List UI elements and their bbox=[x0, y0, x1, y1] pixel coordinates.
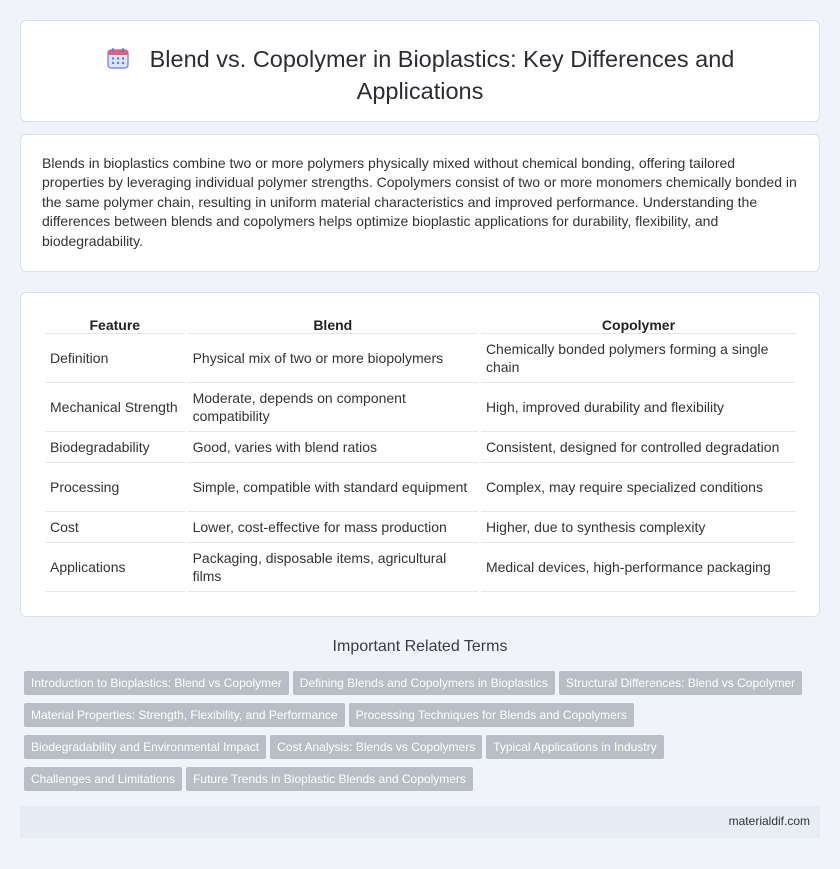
feature-cell: Applications bbox=[45, 543, 185, 592]
intro-card bbox=[20, 134, 820, 272]
blend-cell: Moderate, depends on component compatibility bbox=[188, 383, 478, 432]
intro-paragraph: Blends in bioplastics combine two or more polymers physically mixed without chemical bonding, offering tailored properties by leveraging individual polymer strengths. Copolymers consist of two or more monomers chemically bonded in the same polymer chain, resulting in uniform material characteristics and improved performance. Understanding the differences between blends and copolymers helps optimize bioplastic applications for durability, flexibility, and biodegradability. bbox=[42, 155, 797, 249]
related-term-tag[interactable]: Processing Techniques for Blends and Copolymers bbox=[349, 703, 634, 727]
page-title bbox=[81, 45, 759, 106]
header-feature: Feature bbox=[45, 314, 185, 334]
header-blend: Blend bbox=[188, 314, 478, 334]
blend-cell: Simple, compatible with standard equipment bbox=[188, 463, 478, 512]
related-terms-title: Important Related Terms bbox=[332, 638, 508, 655]
table-row bbox=[45, 432, 796, 463]
blend-cell: Packaging, disposable items, agricultural films bbox=[188, 543, 478, 592]
related-term-tag[interactable]: Introduction to Bioplastics: Blend vs Copolymer bbox=[24, 671, 289, 695]
header-card bbox=[20, 20, 820, 122]
blend-cell: Physical mix of two or more biopolymers bbox=[188, 334, 478, 383]
page-title-text: Blend vs. Copolymer in Bioplastics: Key Differences and Applications bbox=[149, 46, 735, 104]
blend-cell: Good, varies with blend ratios bbox=[188, 432, 478, 463]
feature-cell: Processing bbox=[45, 463, 185, 512]
related-term-tag[interactable]: Future Trends in Bioplastic Blends and Copolymers bbox=[186, 767, 473, 791]
copolymer-cell: Higher, due to synthesis complexity bbox=[481, 512, 796, 543]
comparison-table-card bbox=[20, 292, 820, 617]
title-block bbox=[81, 45, 759, 106]
related-term-tag[interactable]: Structural Differences: Blend vs Copolymer bbox=[559, 671, 802, 695]
calendar-icon bbox=[106, 46, 130, 77]
footer-site-link[interactable]: materialdif.com bbox=[728, 814, 810, 828]
related-term-tag[interactable]: Typical Applications in Industry bbox=[486, 735, 663, 759]
copolymer-cell: Medical devices, high-performance packaging bbox=[481, 543, 796, 592]
feature-cell: Cost bbox=[45, 512, 185, 543]
header-copolymer: Copolymer bbox=[481, 314, 796, 334]
copolymer-cell: Consistent, designed for controlled degradation bbox=[481, 432, 796, 463]
table-row bbox=[45, 383, 796, 432]
related-terms-tags bbox=[24, 671, 824, 799]
feature-cell: Biodegradability bbox=[45, 432, 185, 463]
related-term-tag[interactable]: Challenges and Limitations bbox=[24, 767, 182, 791]
table-row bbox=[45, 512, 796, 543]
table-row bbox=[45, 543, 796, 592]
comparison-table bbox=[42, 314, 799, 592]
table-header-row bbox=[45, 314, 796, 334]
table-row bbox=[45, 334, 796, 383]
footer-bar bbox=[20, 806, 820, 838]
feature-cell: Mechanical Strength bbox=[45, 383, 185, 432]
related-term-tag[interactable]: Cost Analysis: Blends vs Copolymers bbox=[270, 735, 482, 759]
related-term-tag[interactable]: Material Properties: Strength, Flexibility, and Performance bbox=[24, 703, 345, 727]
blend-cell: Lower, cost-effective for mass production bbox=[188, 512, 478, 543]
table-row bbox=[45, 463, 796, 512]
copolymer-cell: High, improved durability and flexibility bbox=[481, 383, 796, 432]
related-term-tag[interactable]: Defining Blends and Copolymers in Bioplastics bbox=[293, 671, 555, 695]
copolymer-cell: Chemically bonded polymers forming a single chain bbox=[481, 334, 796, 383]
copolymer-cell: Complex, may require specialized conditions bbox=[481, 463, 796, 512]
feature-cell: Definition bbox=[45, 334, 185, 383]
related-term-tag[interactable]: Biodegradability and Environmental Impact bbox=[24, 735, 266, 759]
